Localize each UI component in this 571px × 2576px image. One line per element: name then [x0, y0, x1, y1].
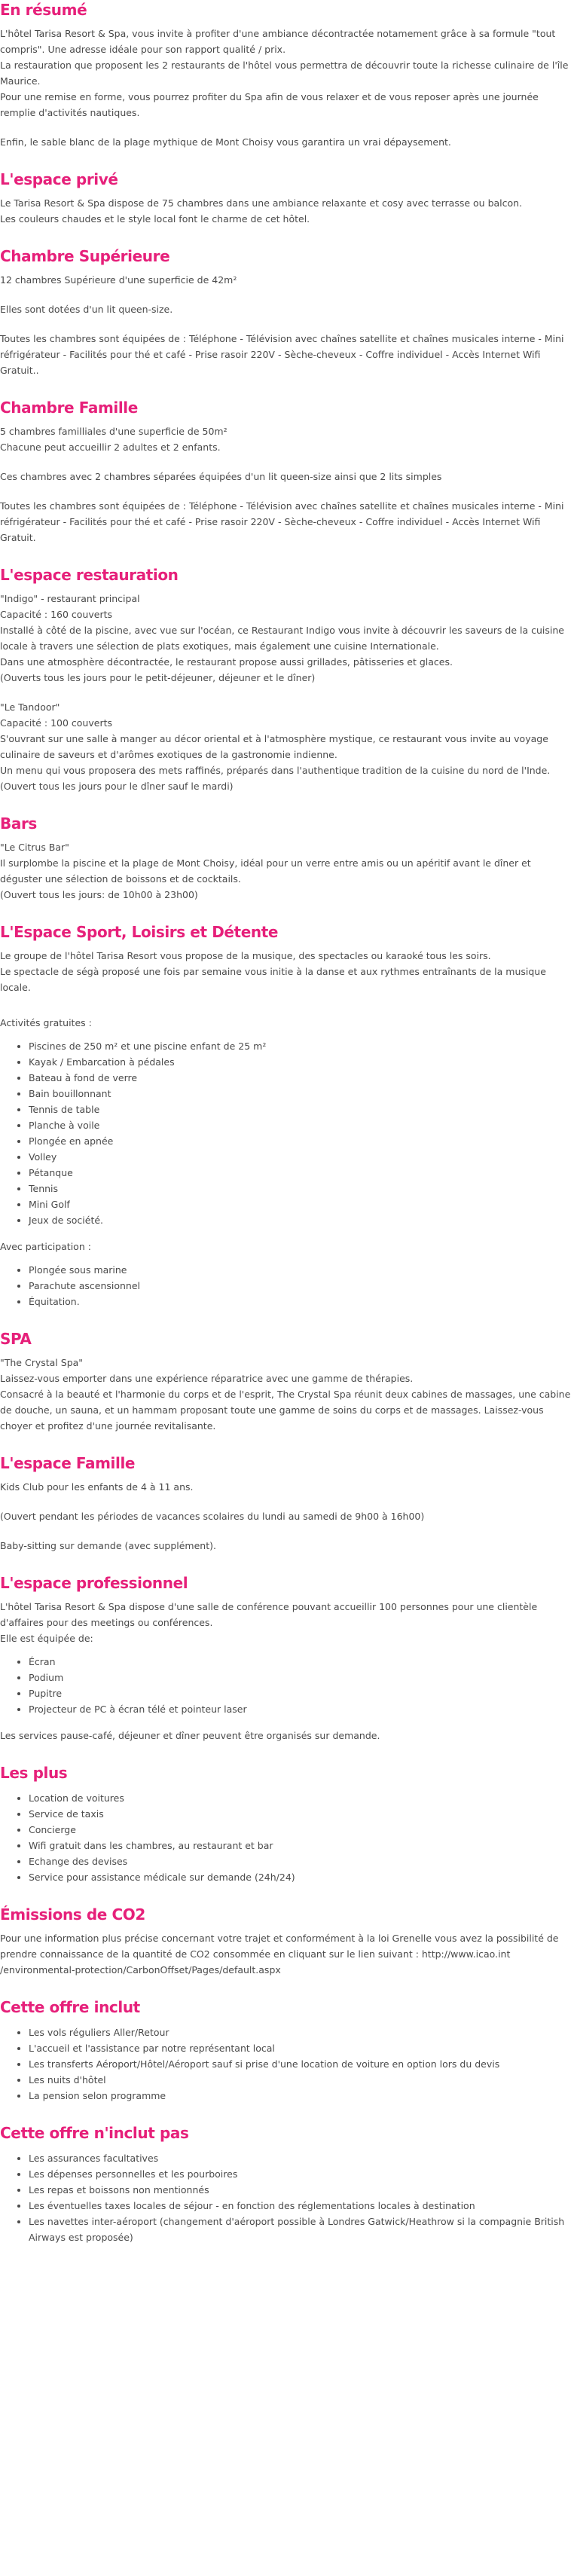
- list-item: • Les navettes inter-aéroport (changement d'aéroport possible à Londres Gatwick/Heathrow si la compagnie British Airways est proposée): [29, 2214, 571, 2245]
- bar-line: Il surplombe la piscine et la plage de Mont Choisy, idéal pour un verre entre amis ou un apéritif avant le dîner et déguster une sélection de boissons et de cocktails.: [0, 857, 531, 885]
- list-item: • Mini Golf: [29, 1196, 571, 1212]
- inclut-list: [0, 2024, 571, 2104]
- bar-line: "Le Citrus Bar": [0, 842, 69, 853]
- list-item: • Plongée en apnée: [29, 1133, 571, 1149]
- section-bars: [0, 814, 571, 903]
- list-item: • Concierge: [29, 1822, 571, 1838]
- restaurant-line: (Ouverts tous les jours pour le petit-déjeuner, déjeuner et le dîner): [0, 672, 316, 683]
- restaurant-line: "Le Tandoor": [0, 701, 60, 713]
- list-item: • Podium: [29, 1670, 571, 1685]
- list-item: • Kayak / Embarcation à pédales: [29, 1054, 571, 1070]
- list-item: • Service de taxis: [29, 1806, 571, 1822]
- section-title-inclut: Cette offre inclut: [0, 1998, 140, 2016]
- section-spa: [0, 1329, 571, 1434]
- list-item: • L'accueil et l'assistance par notre représentant local: [29, 2040, 571, 2056]
- section-co2: [0, 1905, 571, 1978]
- list-item: • Les vols réguliers Aller/Retour: [29, 2024, 571, 2040]
- section-title-plus: Les plus: [0, 1764, 68, 1782]
- section-ninclut: [0, 2123, 571, 2245]
- list-item: • Les nuits d'hôtel: [29, 2072, 571, 2088]
- list-item: • Écran: [29, 1654, 571, 1670]
- pro-line: Elle est équipée de:: [0, 1633, 93, 1644]
- kids-club: Kids Club pour les enfants de 4 à 11 ans.: [0, 1481, 194, 1493]
- spa-line: Laissez-vous emporter dans une expérience réparatrice avec une gamme de thérapies.: [0, 1373, 414, 1384]
- list-item: • Pétanque: [29, 1165, 571, 1181]
- resume-line: Pour une remise en forme, vous pourrez profiter du Spa afin de vous relaxer et de vous reposer après une journée remplie d'activités nautiques.: [0, 91, 539, 118]
- section-espace-famille: [0, 1453, 571, 1554]
- spa-line: "The Crystal Spa": [0, 1357, 84, 1368]
- co2-text: Pour une information plus précise concernant votre trajet et conformément à la loi Grenelle vous avez la possibilité de prendre connaissance de la quantité de CO2 consommée en cliquant sur le lien suivant : http://www.icao.int /environmental-protection/CarbonOffset/Pages/default.aspx: [0, 1933, 559, 1976]
- superieure-bed: Elles sont dotées d'un lit queen-size.: [0, 304, 173, 315]
- pro-line: L'hôtel Tarisa Resort & Spa dispose d'une salle de conférence pouvant accueillir 100 personnes pour une clientèle d'affaires pour des meetings ou conférences.: [0, 1601, 538, 1628]
- section-title-superieure: Chambre Supérieure: [0, 247, 170, 265]
- section-prive: [0, 170, 571, 227]
- famille-equipment: Toutes les chambres sont équipées de : Téléphone - Télévision avec chaînes satellite et chaînes musicales interne - Mini réfrigérateur - Facilités pour thé et café - Prise rasoir 220V - Sèche-cheveux - Coffre individuel - Accès Internet Wifi Gratuit.: [0, 500, 564, 543]
- famille-line: 5 chambres familliales d'une superficie de 50m²: [0, 426, 227, 437]
- list-item: • Location de voitures: [29, 1790, 571, 1806]
- restaurant-line: Installé à côté de la piscine, avec vue sur l'océan, ce Restaurant Indigo vous invite à découvrir les saveurs de la cuisine locale à travers une sélection de plats exotiques, mais également une cuisine Internationale.: [0, 625, 564, 652]
- list-item: • Plongée sous marine: [29, 1262, 571, 1278]
- list-item: • Bateau à fond de verre: [29, 1070, 571, 1086]
- section-professionnel: [0, 1573, 571, 1743]
- superieure-surface: 12 chambres Supérieure d'une superficie de 42m²: [0, 274, 237, 286]
- pro-equipment-list: [0, 1654, 571, 1717]
- list-item: • Service pour assistance médicale sur demande (24h/24): [29, 1869, 571, 1885]
- spa-line: Consacré à la beauté et l'harmonie du corps et de l'esprit, The Crystal Spa réunit deux cabines de massages, une cabine de douche, un sauna, et un hammam proposant toute une gamme de soins du corps et de massages. Laissez-vous choyer et profitez d'une journée revitalisante.: [0, 1389, 571, 1432]
- section-title-espace-famille: L'espace Famille: [0, 1454, 136, 1472]
- list-item: • Parachute ascensionnel: [29, 1278, 571, 1294]
- restaurant-indigo: [0, 591, 571, 686]
- ninclut-list: [0, 2150, 571, 2245]
- pro-closing: Les services pause-café, déjeuner et dîner peuvent être organisés sur demande.: [0, 1730, 380, 1741]
- restaurant-line: Capacité : 160 couverts: [0, 609, 112, 620]
- resume-line: L'hôtel Tarisa Resort & Spa, vous invite à profiter d'une ambiance décontractée notamement grâce à sa formule "tout compris". Une adresse idéale pour son rapport qualité / prix.: [0, 28, 556, 55]
- list-item: • Planche à voile: [29, 1117, 571, 1133]
- section-plus: [0, 1763, 571, 1885]
- list-item: • Wifi gratuit dans les chambres, au restaurant et bar: [29, 1838, 571, 1853]
- section-inclut: [0, 1997, 571, 2104]
- list-item: • Les assurances facultatives: [29, 2150, 571, 2166]
- list-item: • Pupitre: [29, 1685, 571, 1701]
- list-item: • Les transferts Aéroport/Hôtel/Aéroport sauf si prise d'une location de voiture en option lors du devis: [29, 2056, 571, 2072]
- section-title-sport: L'Espace Sport, Loisirs et Détente: [0, 923, 279, 941]
- superieure-equipment: Toutes les chambres sont équipées de : Téléphone - Télévision avec chaînes satellite et chaînes musicales interne - Mini réfrigérateur - Facilités pour thé et café - Prise rasoir 220V - Sèche-cheveux - Coffre individuel - Accès Internet Wifi Gratuit..: [0, 333, 564, 376]
- restaurant-line: (Ouvert tous les jours pour le dîner sauf le mardi): [0, 781, 234, 792]
- free-activities-list: [0, 1038, 571, 1228]
- section-title-chambre-famille: Chambre Famille: [0, 399, 138, 417]
- paid-activities-label: Avec participation :: [0, 1241, 91, 1252]
- restaurant-line: "Indigo" - restaurant principal: [0, 593, 140, 604]
- section-title-resume: En résumé: [0, 1, 87, 19]
- resume-closing: Enfin, le sable blanc de la plage mythique de Mont Choisy vous garantira un vrai dépaysement.: [0, 136, 451, 148]
- prive-line: Le Tarisa Resort & Spa dispose de 75 chambres dans une ambiance relaxante et cosy avec terrasse ou balcon.: [0, 197, 523, 209]
- restaurant-line: Dans une atmosphère décontractée, le restaurant propose aussi grillades, pâtisseries et glaces.: [0, 656, 453, 668]
- section-chambre-famille: [0, 398, 571, 545]
- section-title-prive: L'espace privé: [0, 170, 118, 188]
- list-item: • Echange des devises: [29, 1853, 571, 1869]
- restaurant-line: S'ouvrant sur une salle à manger au décor oriental et à l'atmosphère mystique, ce restaurant vous invite au voyage culinaire de saveurs et d'arômes exotiques de la gastronomie indienne.: [0, 733, 548, 760]
- restaurant-line: Un menu qui vous proposera des mets raffinés, préparés dans l'authentique tradition de la cuisine du nord de l'Inde.: [0, 765, 551, 776]
- resume-line: La restauration que proposent les 2 restaurants de l'hôtel vous permettra de découvrir toute la richesse culinaire de l'île Maurice.: [0, 60, 569, 87]
- restaurant-line: Capacité : 100 couverts: [0, 717, 112, 729]
- baby-sitting: Baby-sitting sur demande (avec supplément).: [0, 1540, 216, 1551]
- section-title-professionnel: L'espace professionnel: [0, 1574, 188, 1592]
- famille-line: Chacune peut accueillir 2 adultes et 2 enfants.: [0, 442, 221, 453]
- list-item: • La pension selon programme: [29, 2088, 571, 2104]
- list-item: • Les dépenses personnelles et les pourboires: [29, 2166, 571, 2182]
- section-restauration: [0, 565, 571, 794]
- section-sport: [0, 922, 571, 1309]
- list-item: • Les repas et boissons non mentionnés: [29, 2182, 571, 2198]
- bar-line: (Ouvert tous les jours: de 10h00 à 23h00): [0, 889, 198, 900]
- section-superieure: [0, 246, 571, 378]
- list-item: • Équitation.: [29, 1294, 571, 1309]
- prive-line: Les couleurs chaudes et le style local font le charme de cet hôtel.: [0, 213, 310, 225]
- list-item: • Bain bouillonnant: [29, 1086, 571, 1102]
- section-title-bars: Bars: [0, 814, 37, 833]
- paid-activities-list: [0, 1262, 571, 1309]
- section-title-restauration: L'espace restauration: [0, 566, 179, 584]
- section-title-co2: Émissions de CO2: [0, 1905, 145, 1924]
- list-item: • Les éventuelles taxes locales de séjour - en fonction des réglementations locales à destination: [29, 2198, 571, 2214]
- kids-club-hours: (Ouvert pendant les périodes de vacances scolaires du lundi au samedi de 9h00 à 16h00): [0, 1511, 425, 1522]
- restaurant-tandoor: [0, 699, 571, 794]
- section-resume: [0, 0, 571, 150]
- list-item: • Piscines de 250 m² et une piscine enfant de 25 m²: [29, 1038, 571, 1054]
- list-item: • Tennis de table: [29, 1102, 571, 1117]
- section-title-spa: SPA: [0, 1330, 32, 1348]
- free-activities-label: Activités gratuites :: [0, 1017, 92, 1028]
- list-item: • Volley: [29, 1149, 571, 1165]
- sport-line: Le groupe de l'hôtel Tarisa Resort vous propose de la musique, des spectacles ou karaoké tous les soirs.: [0, 950, 491, 961]
- list-item: • Tennis: [29, 1181, 571, 1196]
- section-title-ninclut: Cette offre n'inclut pas: [0, 2124, 189, 2142]
- sport-line: Le spectacle de ségà proposé une fois par semaine vous initie à la danse et aux rythmes entraînants de la musique locale.: [0, 966, 546, 993]
- list-item: • Jeux de société.: [29, 1212, 571, 1228]
- famille-beds: Ces chambres avec 2 chambres séparées équipées d'un lit queen-size ainsi que 2 lits simples: [0, 471, 442, 482]
- plus-list: [0, 1790, 571, 1885]
- list-item: • Projecteur de PC à écran télé et pointeur laser: [29, 1701, 571, 1717]
